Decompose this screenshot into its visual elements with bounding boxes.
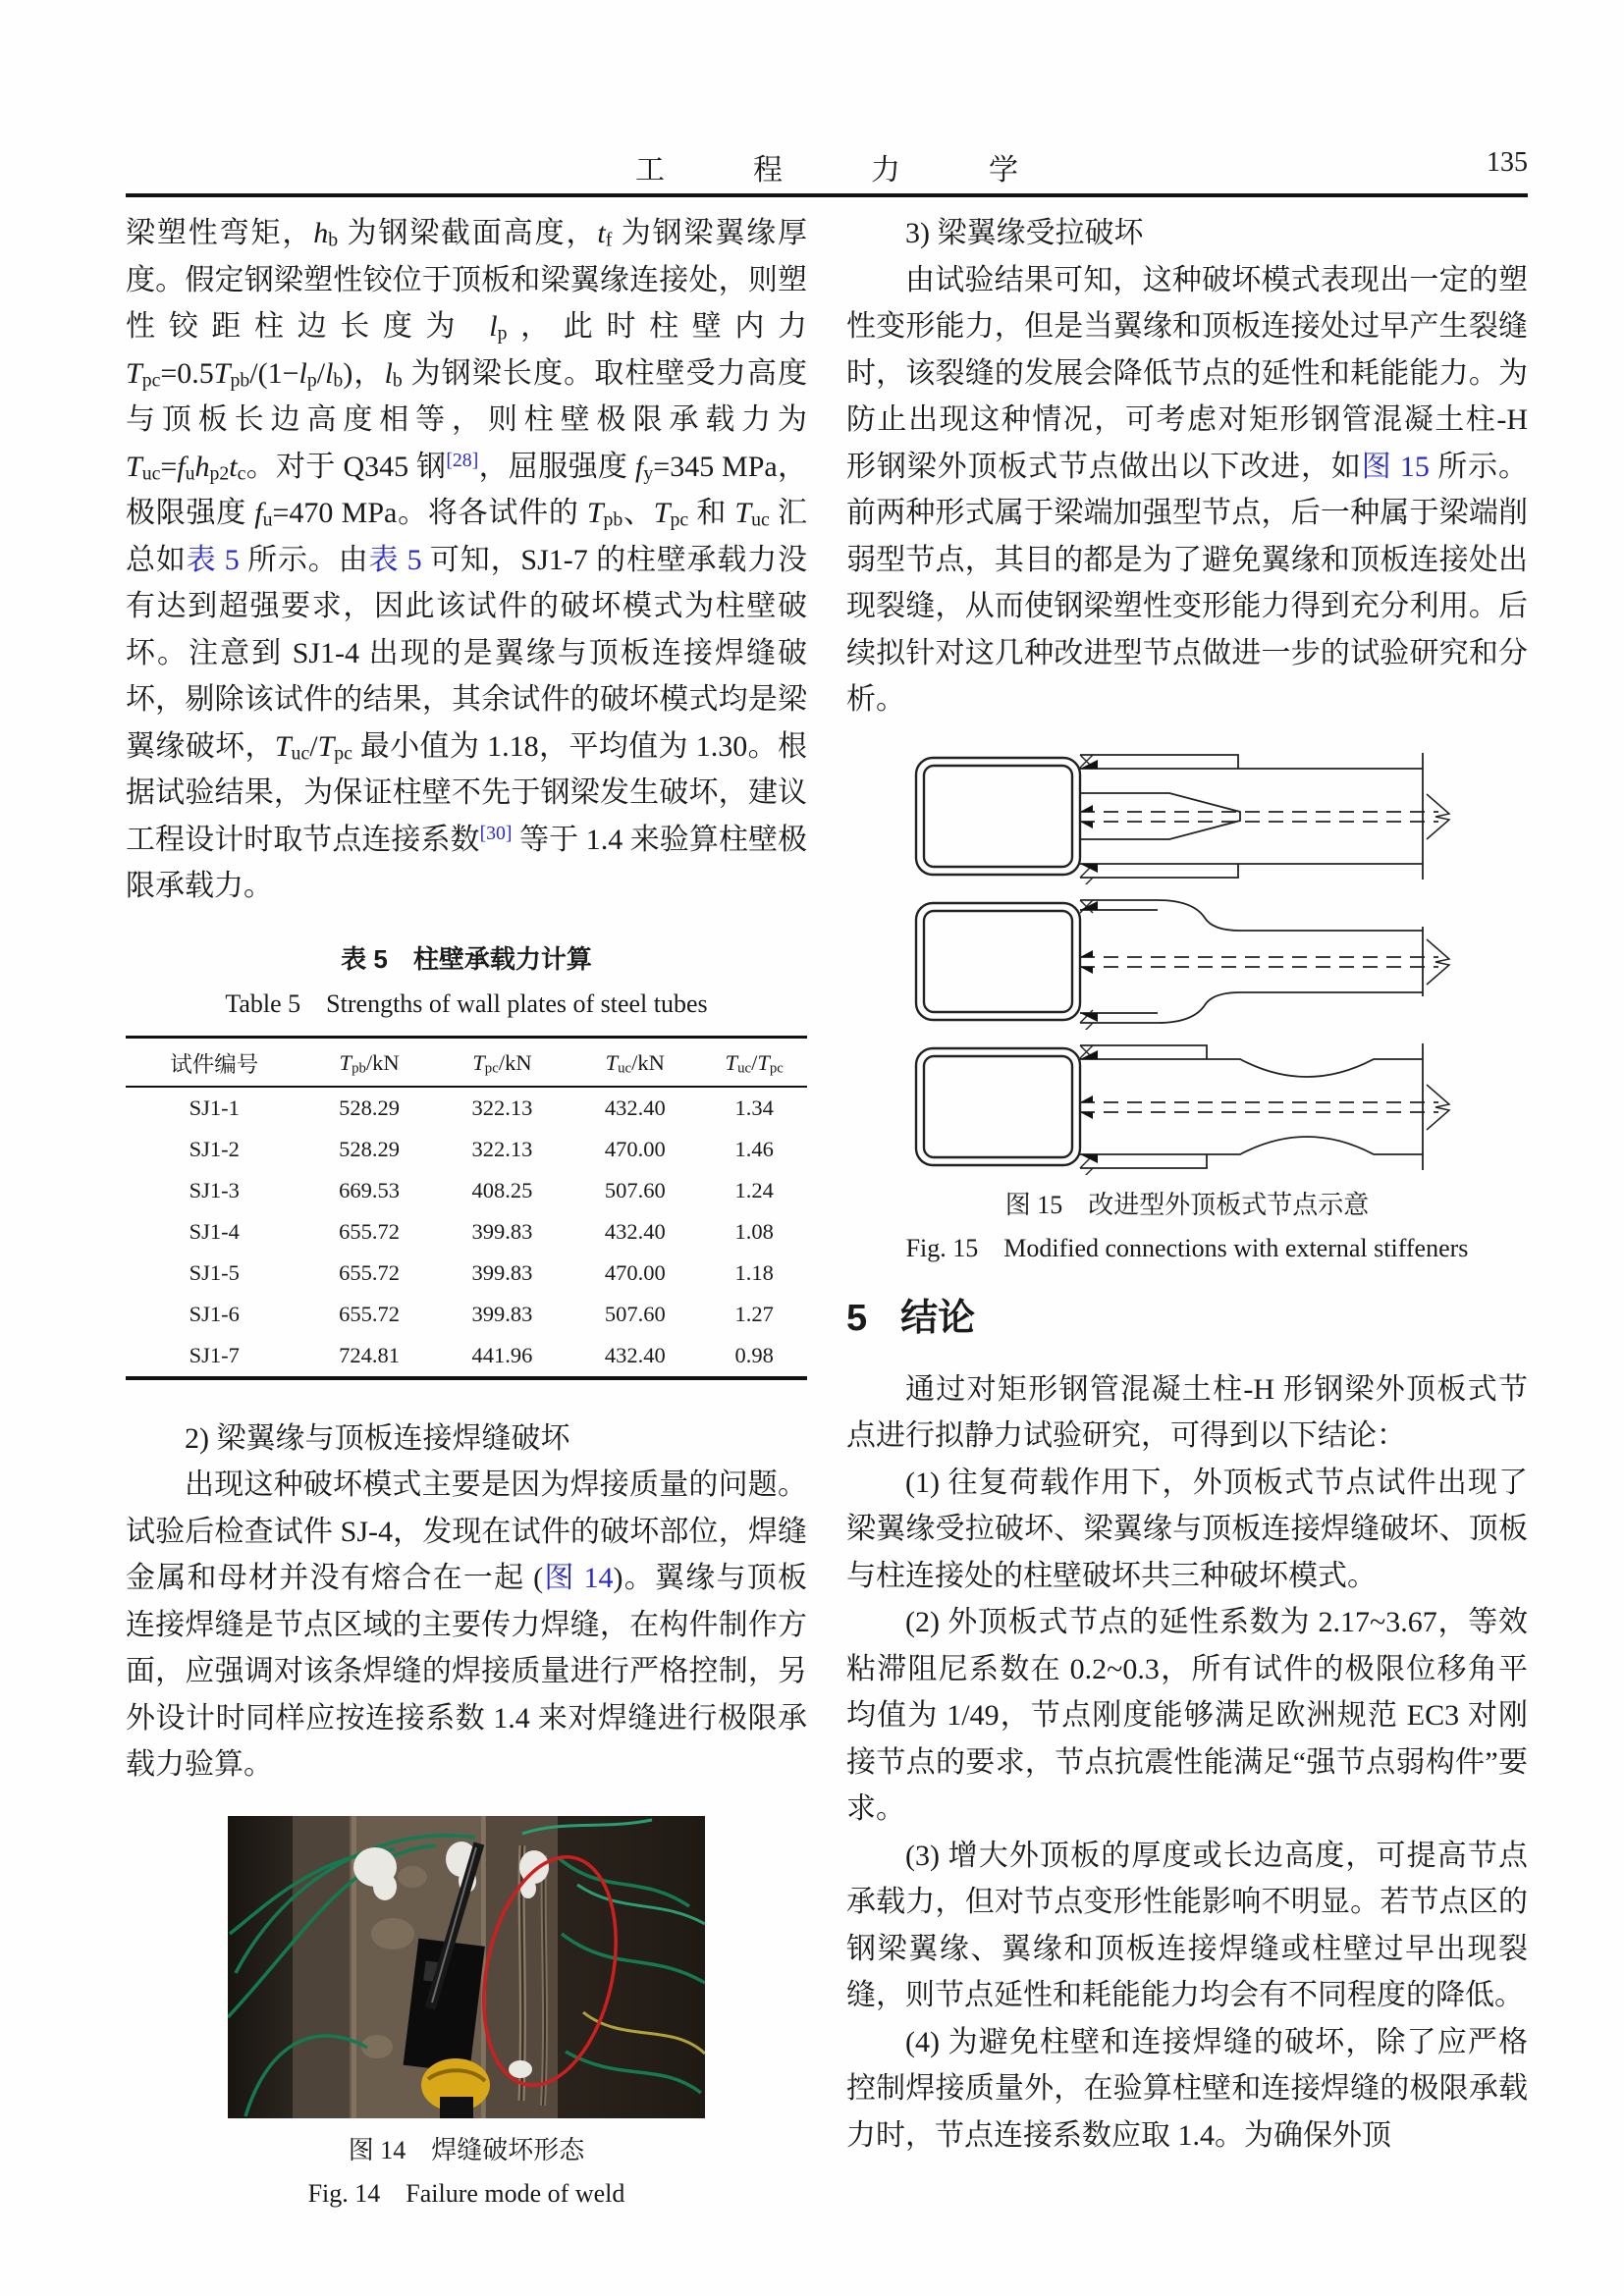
page-number: 135: [1487, 147, 1528, 178]
subsection-2-heading: 2) 梁翼缘与顶板连接焊缝破坏: [185, 1421, 570, 1455]
text-segment: pc: [769, 1060, 784, 1077]
table-row: [126, 1211, 807, 1253]
table-cell: 507.60: [604, 1177, 666, 1202]
table-cell: 432.40: [568, 1335, 701, 1378]
table-row: [126, 1170, 807, 1211]
text-segment: pc: [670, 508, 689, 531]
citation-link[interactable]: [30]: [479, 822, 513, 844]
cross-reference-link[interactable]: 表 5: [186, 543, 240, 576]
table-cell: 1.18: [734, 1259, 774, 1285]
citation-link[interactable]: [28]: [446, 449, 479, 471]
text-segment: l: [489, 310, 498, 343]
text-segment: T: [317, 729, 335, 763]
text-segment: =470 MPa。将各试件的: [272, 497, 587, 529]
weld-failure-photo: [228, 1816, 705, 2118]
text-segment: /(1−: [249, 356, 299, 390]
text-segment: 所示。由: [239, 543, 369, 576]
figure-14: [126, 1816, 807, 2210]
text-segment: 为钢梁长度。取柱壁受力高度与顶板长边高度相等，则柱壁极限承载力为: [126, 356, 808, 436]
figure-15-caption: [846, 1185, 1528, 1264]
text-segment: 最小值为 1.18，平均值为 1.30。根据试验结果，为保证柱壁不先于钢梁发生破坏，建议工程设计时取节点连接系数: [126, 729, 807, 856]
table-header-tpc: [436, 1037, 568, 1087]
text-segment: f: [605, 229, 613, 251]
text-segment: f: [254, 497, 263, 529]
text-segment: pb: [352, 1060, 366, 1077]
text-segment: uc: [751, 508, 770, 531]
table-cell: 470.00: [604, 1259, 666, 1285]
table-cell: 655.72: [339, 1301, 401, 1326]
text-segment: t: [229, 450, 238, 483]
text-segment: T: [126, 356, 142, 390]
text-segment: =0.5: [160, 356, 214, 390]
figure-15-caption-zh: 图 15 改进型外顶板式节点示意: [1004, 1190, 1370, 1219]
text-segment: ，此时柱壁内力: [507, 310, 808, 343]
table-cell: SJ1-7: [126, 1335, 302, 1378]
section-5-heading: [846, 1297, 1528, 1339]
figure-14-caption-en: Fig. 14 Failure mode of weld: [307, 2178, 625, 2208]
journal-title: 工 程 力 学: [635, 154, 1048, 187]
text-segment: T: [586, 497, 604, 529]
table-title-zh: 表 5 柱壁承载力计算: [341, 943, 592, 974]
paragraph-flange-tension: [846, 257, 1528, 723]
table-row: [126, 1087, 807, 1129]
text-segment: pc: [484, 1060, 499, 1077]
left-column: [126, 210, 807, 2210]
table-cell: 322.13: [471, 1095, 533, 1120]
table-cell: 1.24: [734, 1177, 774, 1202]
table-cell: 655.72: [339, 1259, 401, 1285]
text-segment: uc: [141, 462, 161, 485]
text-segment: /kN: [631, 1049, 665, 1075]
figure-14-caption: [126, 2130, 807, 2210]
table-header-specimen: [126, 1037, 302, 1087]
table-cell: SJ1-3: [189, 1177, 240, 1202]
text-segment: uc: [618, 1060, 632, 1077]
paragraph-wall-strength: [126, 210, 807, 910]
page-header: [126, 145, 1528, 188]
text-segment: T: [605, 1049, 619, 1075]
text-segment: h: [313, 217, 329, 249]
text-segment: T: [274, 729, 292, 763]
text-segment: /: [751, 1049, 758, 1075]
table-body: [126, 1087, 807, 1378]
text-segment: /: [316, 356, 326, 390]
section-number: 5: [846, 1297, 868, 1339]
figure-15-caption-en: Fig. 15 Modified connections with external stiffeners: [905, 1233, 1469, 1262]
text-segment: T: [653, 497, 671, 529]
text-segment: /: [309, 729, 318, 763]
text-segment: 为钢梁翼缘厚度。假定钢梁塑性铰位于顶板和梁翼缘连接处，则塑性铰距柱边长度为: [126, 217, 808, 343]
text-segment: f: [635, 450, 644, 483]
table-title-en: Table 5 Strengths of wall plates of steel tubes: [225, 988, 708, 1018]
table-cell: 1.34: [734, 1095, 774, 1120]
paragraph-weld-failure: [126, 1462, 807, 1789]
text-segment: b: [333, 369, 344, 392]
table-row: [126, 1294, 807, 1335]
table-cell: 322.13: [471, 1136, 533, 1161]
table-cell: 528.29: [339, 1095, 401, 1120]
text-segment: u: [262, 508, 273, 531]
table-cell: 432.40: [604, 1095, 666, 1120]
table-cell: 399.83: [471, 1301, 533, 1326]
text-segment: 、: [623, 497, 654, 529]
subsection-3-heading: 3) 梁翼缘受拉破坏: [905, 217, 1144, 249]
text-segment: 。对于 Q345 钢: [245, 450, 447, 483]
table-cell: 399.83: [471, 1218, 533, 1244]
figure-14-caption-zh: 图 14 焊缝破坏形态: [348, 2135, 585, 2164]
text-segment: /kN: [498, 1049, 532, 1075]
text-segment: /kN: [365, 1049, 400, 1075]
text-segment: 汇总如: [126, 497, 808, 576]
table-cell: 441.96: [436, 1335, 568, 1378]
table-cell: 507.60: [604, 1301, 666, 1326]
text-segment: T: [126, 450, 142, 483]
text-segment: c: [237, 462, 246, 485]
table-row: [126, 1335, 807, 1378]
table-header-ratio: [701, 1037, 807, 1087]
conclusion-item-1: (1) 往复荷载作用下，外顶板式节点试件出现了梁翼缘受拉破坏、梁翼缘与顶板连接焊缝破坏、顶板与柱连接处的柱壁破坏共三种破坏模式。: [846, 1466, 1528, 1592]
table-header-tuc: [568, 1037, 701, 1087]
text-segment: l: [384, 356, 393, 390]
connection-diagram-tapered-plate: [912, 749, 1462, 884]
text-segment: 和: [688, 497, 735, 529]
figure-15: [846, 749, 1528, 1264]
text-segment: p: [497, 322, 508, 345]
text-segment: T: [472, 1049, 485, 1075]
table-5: [126, 1036, 807, 1380]
text-segment: T: [339, 1049, 352, 1075]
text-segment: pc: [141, 369, 161, 392]
table-cell: 724.81: [302, 1335, 435, 1378]
table-cell: 1.46: [734, 1136, 774, 1161]
table-cell: SJ1-1: [189, 1095, 240, 1120]
table-row: [126, 1129, 807, 1170]
text-segment: uc: [737, 1060, 752, 1077]
text-segment: b: [328, 229, 339, 251]
text-segment: )。翼缘与顶板连接焊缝是节点区域的主要传力焊缝，在构件制作方面，应强调对该条焊缝的焊接质量进行严格控制，另外设计时同样应按连接系数 1.4 来对焊缝进行极限承载力验算。: [126, 1562, 808, 1781]
text-segment: u: [185, 462, 195, 485]
text-segment: =: [160, 450, 178, 483]
table-cell: SJ1-6: [189, 1301, 240, 1326]
table-cell: 470.00: [604, 1136, 666, 1161]
table-cell: 655.72: [339, 1218, 401, 1244]
text-segment: uc: [291, 742, 310, 765]
text-segment: 所示。前两种形式属于梁端加强型节点，后一种属于梁端削弱型节点，其目的都是为了避免翼缘和顶板连接处出现裂缝，从而使钢梁塑性变形能力得到充分利用。后续拟针对这几种改进型节点做进一步的试验研究和分析。: [846, 450, 1529, 716]
table-row: [126, 1253, 807, 1294]
text-segment: 可知，SJ1-7 的柱壁承载力没有达到超强要求，因此该试件的破坏模式为柱壁破坏。注意到 SJ1-4 出现的是翼缘与顶板连接焊缝破坏，剔除该试件的结果，其余试件的破坏模式均是梁翼缘破坏，: [126, 543, 808, 763]
table-cell: SJ1-2: [189, 1136, 240, 1161]
text-segment: T: [734, 497, 752, 529]
table-cell: 408.25: [471, 1177, 533, 1202]
header-rule: [126, 193, 1528, 197]
right-column: [846, 210, 1528, 2159]
text-segment: T: [213, 356, 231, 390]
section-title: 结论: [900, 1297, 976, 1339]
text-segment: )，: [343, 356, 385, 390]
text-segment: b: [392, 369, 403, 392]
table-cell: 399.83: [471, 1259, 533, 1285]
connection-diagram-dog-bone: [912, 1040, 1462, 1175]
text-segment: h: [194, 450, 210, 483]
text-segment: 出现这种破坏模式主要是因为焊接质量的问题。试验后检查试件 SJ-4，发现在试件的破坏部位，焊缝金属和母材并没有熔合在一起 (: [126, 1468, 807, 1594]
text-segment: 等于 1.4 来验算柱壁极限承载力。: [126, 823, 807, 902]
text-segment: 梁塑性弯矩，: [126, 217, 314, 249]
text-segment: pb: [603, 508, 623, 531]
text-segment: ，屈服强度: [478, 450, 636, 483]
text-segment: pc: [334, 742, 352, 765]
text-segment: 由试验结果可知，这种破坏模式表现出一定的塑性变形能力，但是当翼缘和顶板连接处过早产生裂缝时，该裂缝的发展会降低节点的延性和耗能能力。为防止出现这种情况，可考虑对矩形钢管混凝土柱-H 形钢梁外顶板式节点做出以下改进，如: [846, 263, 1528, 483]
cross-reference-link[interactable]: 图 14: [543, 1562, 614, 1594]
conclusion-intro: 通过对矩形钢管混凝土柱-H 形钢梁外顶板式节点进行拟静力试验研究，可得到以下结论：: [846, 1372, 1528, 1452]
text-segment: l: [325, 356, 334, 390]
conclusion-item-4: (4) 为避免柱壁和连接焊缝的破坏，除了应严格控制焊接质量外，在验算柱壁和连接焊缝的极限承载力时，节点连接系数应取 1.4。为确保外顶: [846, 2025, 1528, 2152]
connection-diagram-widened-plate: [912, 894, 1462, 1030]
table-cell: 1.08: [734, 1218, 774, 1244]
table-cell: 528.29: [339, 1136, 401, 1161]
table-5-block: [126, 939, 807, 1380]
text-segment: 试件编号: [170, 1051, 259, 1077]
table-cell: 1.27: [734, 1301, 774, 1326]
text-segment: 为钢梁截面高度，: [338, 217, 598, 249]
text-segment: y: [643, 462, 654, 485]
text-segment: p2: [209, 462, 230, 485]
text-segment: p: [306, 369, 317, 392]
conclusion-item-2: (2) 外顶板式节点的延性系数为 2.17~3.67，等效粘滞阻尼系数在 0.2~0.3，所有试件的极限位移角平均值为 1/49，节点刚度能够满足欧洲规范 EC3 对刚接节点的要求，节点抗震性能满足“强节点弱构件”要求。: [846, 1606, 1528, 1825]
text-segment: t: [597, 217, 606, 249]
text-segment: =345 MPa，极限强度: [126, 450, 808, 529]
text-segment: T: [757, 1049, 770, 1075]
table-header-row: [126, 1037, 807, 1087]
cross-reference-link[interactable]: 图 15: [1361, 450, 1430, 483]
cross-reference-link[interactable]: 表 5: [368, 543, 422, 576]
text-segment: l: [298, 356, 307, 390]
table-cell: SJ1-4: [189, 1218, 240, 1244]
text-segment: pb: [230, 369, 250, 392]
table-cell: 669.53: [339, 1177, 401, 1202]
conclusion-item-3: (3) 增大外顶板的厚度或长边高度，可提高节点承载力，但对节点变形性能影响不明显。若节点区的钢梁翼缘、翼缘和顶板连接焊缝或柱壁过早出现裂缝，则节点延性和耗能能力均会有不同程度的降低。: [846, 1839, 1528, 2011]
table-cell: 432.40: [604, 1218, 666, 1244]
table-cell: 0.98: [701, 1335, 807, 1378]
table-cell: SJ1-5: [189, 1259, 240, 1285]
table-header-tpb: [302, 1037, 435, 1087]
text-segment: f: [177, 450, 186, 483]
text-segment: T: [725, 1049, 738, 1075]
